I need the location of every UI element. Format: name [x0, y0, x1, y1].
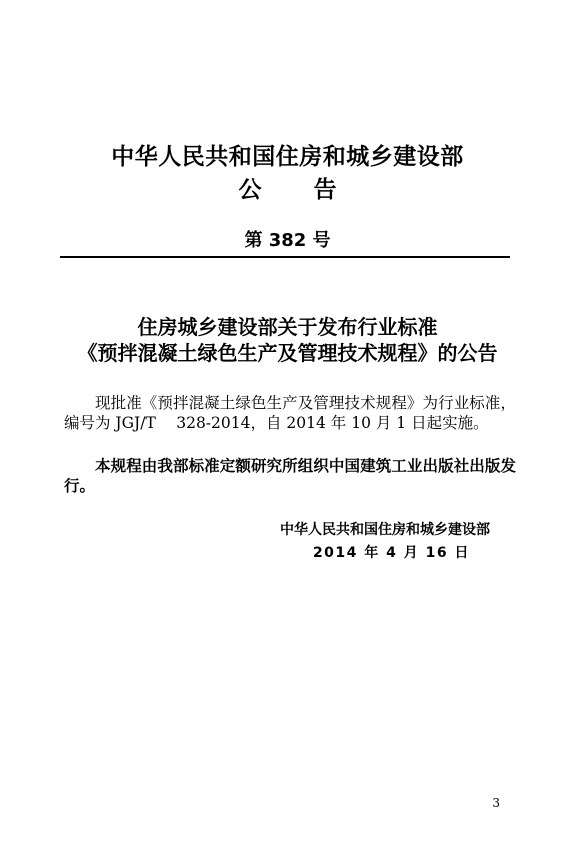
approval-paragraph: 现批准《预拌混凝土绿色生产及管理技术规程》为行业标准，编号为 JGJ/T 328-2014，自 2014 年 10 月 1 日起实施。: [64, 394, 516, 432]
headline-line-1: 住房城乡建设部关于发布行业标准: [137, 315, 438, 339]
notice-char-left: 公: [238, 177, 262, 203]
ministry-title: 中华人民共和国住房和城乡建设部: [111, 144, 464, 170]
page-number: 3: [492, 796, 500, 810]
publication-paragraph: 本规程由我部标准定额研究所组织中国建筑工业出版社出版发行。: [64, 457, 516, 495]
headline-line-2: 《预拌混凝土绿色生产及管理技术规程》的公告: [77, 341, 498, 365]
notice-title: [0, 171, 575, 204]
signature-organization: 中华人民共和国住房和城乡建设部: [280, 522, 490, 538]
document-number: 第 382 号: [244, 230, 331, 251]
notice-char-right: 告: [313, 177, 337, 203]
header-divider: [60, 256, 510, 258]
signature-date: 2014 年 4 月 16 日: [312, 545, 470, 561]
